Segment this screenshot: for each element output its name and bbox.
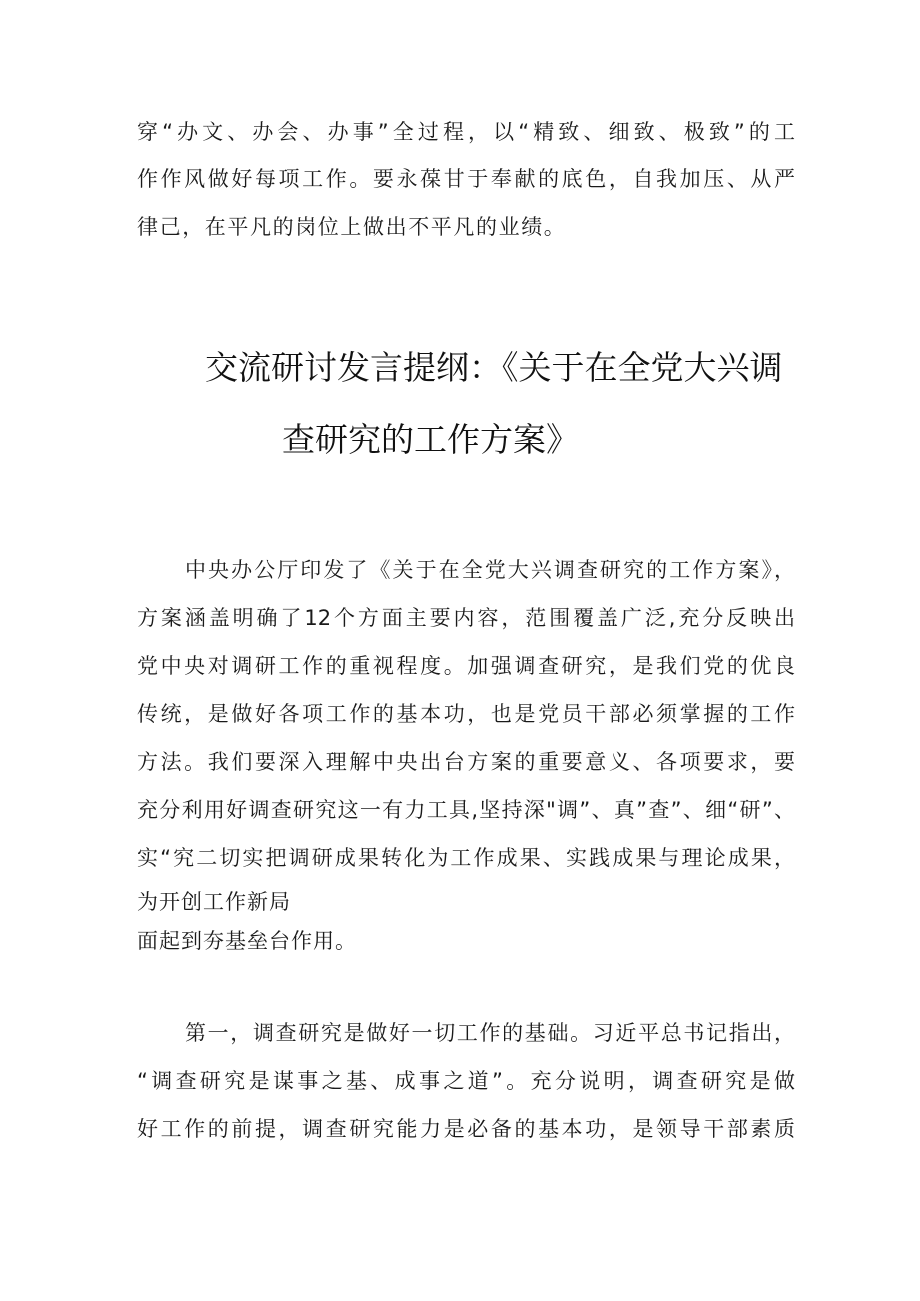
paragraph2-line-3: 好工作的前提，调查研究能力是必备的基本功，是领导干部素质 [137, 1117, 795, 1141]
paragraph1-line-4: 传统，是做好各项工作的基本功，也是党员干部必须掌握的工作 [137, 702, 795, 726]
document-title-line-1: 交流研讨发言提纲：《关于在全党大兴调 [205, 348, 783, 387]
paragraph2-line-1: 第一，调查研究是做好一切工作的基础。习近平总书记指出， [185, 1021, 795, 1045]
intro-line-2: 作作风做好每项工作。要永葆甘于奉献的底色，自我加压、从严 [137, 167, 795, 191]
paragraph1-line-7: 实“究二切实把调研成果转化为工作成果、实践成果与理论成果， [137, 846, 795, 870]
paragraph1-line-3: 党中央对调研工作的重视程度。加强调查研究，是我们党的优良 [137, 654, 795, 678]
document-title-line-2: 查研究的工作方案》 [282, 420, 579, 459]
intro-line-3: 律己，在平凡的岗位上做出不平凡的业绩。 [137, 215, 567, 239]
intro-line-1: 穿“办文、办会、办事”全过程，以“精致、细致、极致”的工 [137, 120, 795, 144]
paragraph1-line-2: 方案涵盖明确了12个方面主要内容，范围覆盖广泛,充分反映出 [137, 606, 795, 630]
paragraph1-line-1: 中央办公厅印发了《关于在全党大兴调查研究的工作方案》， [185, 558, 795, 582]
paragraph1-line-6: 充分利用好调查研究这一有力工具,坚持深"调”、真”查”、细“研”、 [137, 798, 795, 822]
paragraph1-line-9: 面起到夯基垒台作用。 [137, 929, 357, 953]
paragraph2-line-2: “调查研究是谋事之基、成事之道”。充分说明，调查研究是做 [137, 1069, 795, 1093]
paragraph1-line-8: 为开创工作新局 [137, 890, 291, 914]
paragraph1-line-5: 方法。我们要深入理解中央出台方案的重要意义、各项要求，要 [137, 750, 795, 774]
